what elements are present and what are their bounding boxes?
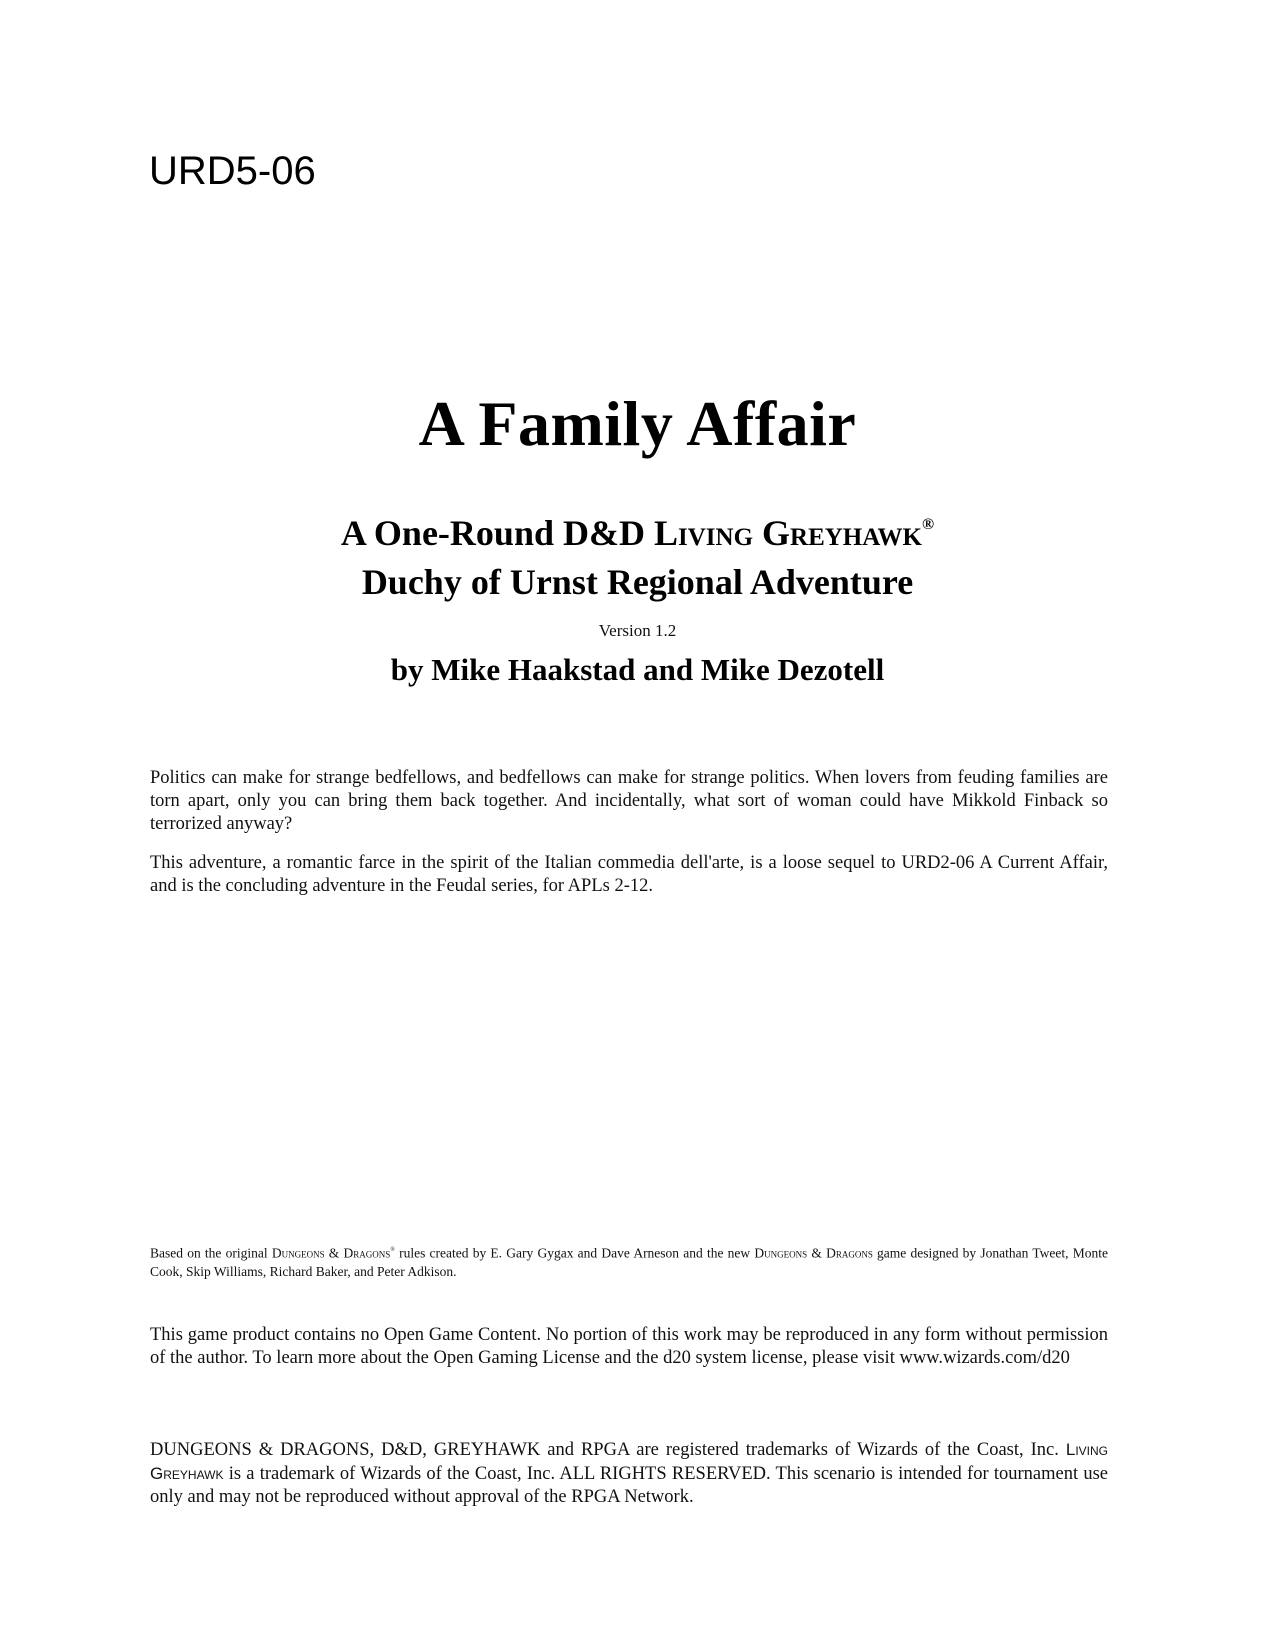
subtitle-line-1 <box>0 505 1275 555</box>
fine-print-dnd: Dungeons & Dragons <box>271 1245 391 1261</box>
trademark-text: DUNGEONS & DRAGONS, D&D, GREYHAWK and RPGA are registered trademarks of Wizards of the Coast, Inc. <box>150 1440 1066 1460</box>
registered-mark: ® <box>390 1246 395 1253</box>
version-label: Version 1.2 <box>598 621 677 640</box>
subtitle-greyhawk: Greyhawk <box>762 513 922 553</box>
subtitle-space <box>753 513 762 553</box>
subtitle-prefix: A One-Round D&D <box>340 513 654 553</box>
fine-print-dnd: Dungeons & Dragons <box>754 1245 873 1261</box>
credits-fine-print <box>150 1242 1108 1281</box>
registered-mark: ® <box>921 514 935 533</box>
trademark-living-greyhawk: Living Greyhawk <box>150 1440 1108 1483</box>
fine-print-text: rules created by E. Gary Gygax and Dave Arneson and the new <box>394 1245 755 1261</box>
adventure-code: URD5-06 <box>149 149 316 193</box>
blurb-paragraph: This adventure, a romantic farce in the spirit of the Italian commedia dell'arte, is a loose sequel to URD2-06 A Current Affair, and is the concluding adventure in the Feudal series, for APLs 2-12. <box>150 853 1108 896</box>
subtitle-line-2: Duchy of Urnst Regional Adventure <box>361 562 914 602</box>
trademark-text: is a trademark of Wizards of the Coast, Inc. ALL RIGHTS RESERVED. This scenario is intended for tournament use only and may not be reproduced without approval of the RPGA Network. <box>150 1464 1108 1507</box>
blurb-paragraph: Politics can make for strange bedfellows, and bedfellows can make for strange politics. When lovers from feuding families are torn apart, only you can bring them back together. And incidentally, what sort of woman could have Mikkold Finback so terrorized anyway? <box>150 768 1108 834</box>
authors-byline: by Mike Haakstad and Mike Dezotell <box>390 652 885 687</box>
trademark-notice <box>150 1438 1108 1509</box>
fine-print-text: Based on the original <box>150 1245 272 1261</box>
open-game-content-notice: This game product contains no Open Game Content. No portion of this work may be reproduced in any form without permission of the author. To learn more about the Open Gaming License and the d20 system license, please visit www.wizards.com/d20 <box>150 1325 1108 1368</box>
subtitle-living: Living <box>653 513 754 553</box>
fine-print-text: game designed by Jonathan Tweet, Monte Cook, Skip Williams, Richard Baker, and Peter Adkison. <box>150 1245 1108 1279</box>
page-title: A Family Affair <box>418 388 857 459</box>
